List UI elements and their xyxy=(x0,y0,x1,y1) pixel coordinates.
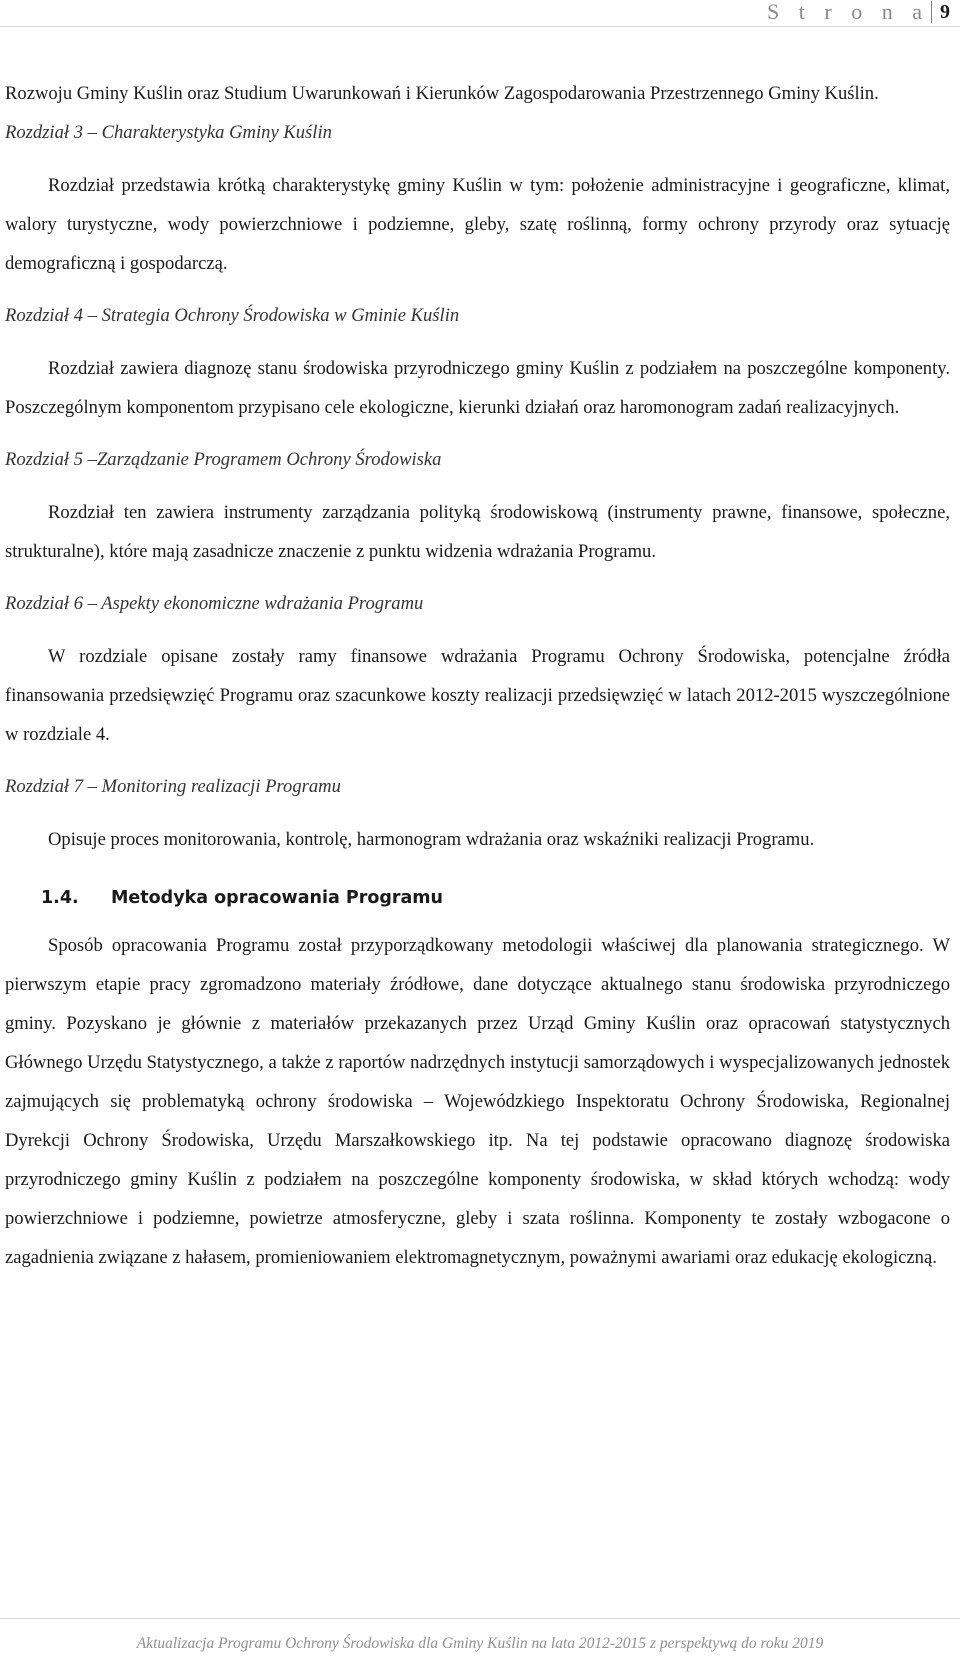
page-footer xyxy=(0,1618,960,1653)
chapter-5-heading: Rozdział 5 –Zarządzanie Programem Ochrony Środowiska xyxy=(5,449,442,470)
chapter-5-text: Rozdział ten zawiera instrumenty zarządzania polityką środowiskową (instrumenty prawne, finansowe, społeczne, strukturalne), które mają zasadnicze znaczenie z punktu widzenia wdrażania Programu. xyxy=(5,502,950,562)
chapter-4-text: Rozdział zawiera diagnozę stanu środowiska przyrodniczego gminy Kuślin z podziałem na poszczególne komponenty. Poszczególnym komponentom przypisano cele ekologiczne, kierunki działań oraz haromonogram zadań realizacyjnych. xyxy=(5,358,950,418)
header-divider xyxy=(931,1,932,23)
page-header xyxy=(0,0,960,27)
section-number: 1.4. xyxy=(41,888,79,908)
footer-text: Aktualizacja Programu Ochrony Środowiska dla Gminy Kuślin na lata 2012-2015 z perspektywą do roku 2019 xyxy=(136,1635,824,1652)
page-number: 9 xyxy=(940,1,950,23)
document-body xyxy=(5,74,950,1277)
intro-paragraph: Rozwoju Gminy Kuślin oraz Studium Uwarunkowań i Kierunków Zagospodarowania Przestrzennego Gminy Kuślin. xyxy=(5,83,879,104)
chapter-7-text: Opisuje proces monitorowania, kontrolę, harmonogram wdrażania oraz wskaźniki realizacji Programu. xyxy=(48,829,815,850)
page-number-block xyxy=(767,0,950,24)
chapter-4-heading: Rozdział 4 – Strategia Ochrony Środowiska w Gminie Kuślin xyxy=(5,305,460,326)
chapter-6-text: W rozdziale opisane zostały ramy finansowe wdrażania Programu Ochrony Środowiska, potencjalne źródła finansowania przedsięwzięć Programu oraz szacunkowe koszty realizacji przedsięwzięć w latach 2012-2015 wyszczególnione w rozdziale 4. xyxy=(5,646,950,745)
chapter-3-heading: Rozdział 3 – Charakterystyka Gminy Kuślin xyxy=(5,122,332,143)
chapter-3-text: Rozdział przedstawia krótką charakterystykę gminy Kuślin w tym: położenie administracyjne i geograficzne, klimat, walory turystyczne, wody powierzchniowe i podziemne, gleby, szatę roślinną, formy ochrony przyrody oraz sytuację demograficzną i gospodarczą. xyxy=(5,175,950,274)
page-label: S t r o n a xyxy=(767,0,929,24)
chapter-7-heading: Rozdział 7 – Monitoring realizacji Programu xyxy=(5,776,341,797)
section-title: Metodyka opracowania Programu xyxy=(111,888,444,908)
section-heading xyxy=(5,879,950,918)
chapter-6-heading: Rozdział 6 – Aspekty ekonomiczne wdrażania Programu xyxy=(5,593,424,614)
section-text: Sposób opracowania Programu został przyporządkowany metodologii właściwej dla planowania strategicznego. W pierwszym etapie pracy zgromadzono materiały źródłowe, dane dotyczące aktualnego stanu środowiska przyrodniczego gminy. Pozyskano je głównie z materiałów przekazanych przez Urząd Gminy Kuślin oraz opracowań statystycznych Głównego Urzędu Statystycznego, a także z raportów nadrzędnych instytucji samorządowych i wyspecjalizowanych jednostek zajmujących się problematyką ochrony środowiska – Wojewódzkiego Inspektoratu Ochrony Środowiska, Regionalnej Dyrekcji Ochrony Środowiska, Urzędu Marszałkowskiego itp. Na tej podstawie opracowano diagnozę środowiska przyrodniczego gminy Kuślin z podziałem na poszczególne komponenty środowiska, w skład których wchodzą: wody powierzchniowe i podziemne, powietrze atmosferyczne, gleby i szata roślinna. Komponenty te zostały wzbogacone o zagadnienia związane z hałasem, promieniowaniem elektromagnetycznym, poważnymi awariami oraz edukację ekologiczną. xyxy=(5,935,950,1268)
